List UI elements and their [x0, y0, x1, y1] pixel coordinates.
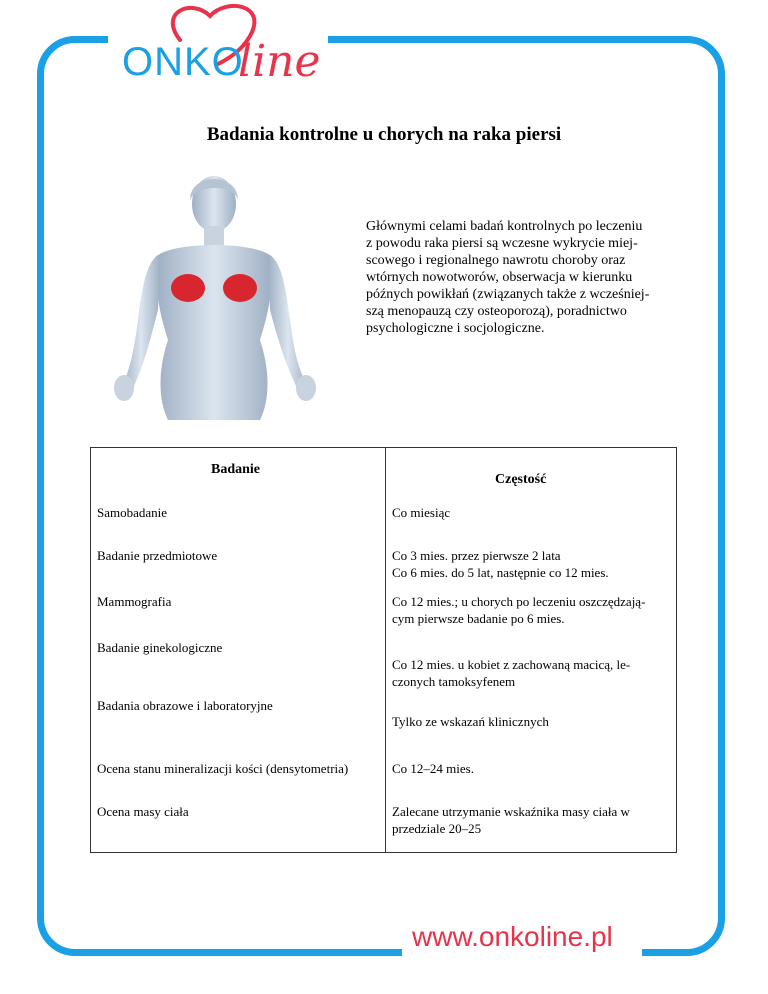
- frequency-line: Co 6 mies. do 5 lat, następnie co 12 mies.: [392, 565, 609, 580]
- frequency-line: czonych tamoksyfenem: [392, 674, 516, 689]
- intro-line: z powodu raka piersi są wczesne wykrycie miej-: [366, 236, 638, 251]
- intro-paragraph: [366, 218, 680, 337]
- table-row-frequency: [392, 656, 672, 690]
- frequency-line: Tylko ze wskazań klinicznych: [392, 714, 549, 729]
- page-title: Badania kontrolne u chorych na raka piersi: [206, 124, 562, 145]
- table-row-exam: Badania obrazowe i laboratoryjne: [97, 698, 273, 713]
- frequency-line: przedziale 20–25: [392, 821, 482, 836]
- intro-line: psychologiczne i socjologiczne.: [366, 321, 545, 336]
- frequency-line: cym pierwsze badanie po 6 mies.: [392, 611, 565, 626]
- intro-line: szą menopauzą czy osteoporozą), poradnictwo: [366, 304, 627, 319]
- table-row-exam: Ocena stanu mineralizacji kości (densytometria): [97, 761, 349, 776]
- breast-left: [171, 274, 205, 302]
- header-czestosc: Częstość: [495, 472, 547, 487]
- table-row-exam: Samobadanie: [97, 505, 168, 520]
- table-divider: [385, 448, 386, 852]
- table-row-exam: Badanie ginekologiczne: [97, 640, 223, 655]
- frequency-line: Zalecane utrzymanie wskaźnika masy ciała w: [392, 804, 630, 819]
- frequency-line: Co miesiąc: [392, 505, 451, 520]
- table-row-frequency: [392, 504, 672, 521]
- intro-line: późnych powikłań (związanych także z wcześniej-: [366, 287, 650, 302]
- website-url: www.onkoline.pl: [412, 921, 613, 952]
- intro-line: wtórnych nowotworów, obserwacja w kierunku: [366, 270, 633, 285]
- table-row-exam: Badanie przedmiotowe: [97, 548, 218, 563]
- table-row-frequency: [392, 713, 672, 730]
- frequency-line: Co 3 mies. przez pierwsze 2 lata: [392, 548, 561, 563]
- table-row-frequency: [392, 803, 672, 837]
- table-row-exam: Mammografia: [97, 594, 172, 609]
- breast-right: [223, 274, 257, 302]
- frequency-line: Co 12–24 mies.: [392, 761, 474, 776]
- table-row-frequency: [392, 593, 672, 627]
- table-row-frequency: [392, 760, 672, 777]
- onkoline-logo: [118, 0, 328, 95]
- frequency-line: Co 12 mies. u kobiet z zachowaną macicą, le-: [392, 657, 631, 672]
- table-row-frequency: [392, 547, 672, 581]
- header-badanie: Badanie: [211, 462, 261, 477]
- table-row-exam: Ocena masy ciała: [97, 804, 189, 819]
- intro-line: Głównymi celami badań kontrolnych po leczeniu: [366, 219, 643, 234]
- followup-table: [90, 447, 677, 853]
- intro-line: scowego i regionalnego nawrotu choroby oraz: [366, 253, 626, 268]
- logo-text-line: line: [238, 36, 321, 87]
- frequency-line: Co 12 mies.; u chorych po leczeniu oszczędzają-: [392, 594, 646, 609]
- female-body-illustration: [110, 170, 325, 420]
- logo-text-onko: ONKO: [122, 40, 244, 84]
